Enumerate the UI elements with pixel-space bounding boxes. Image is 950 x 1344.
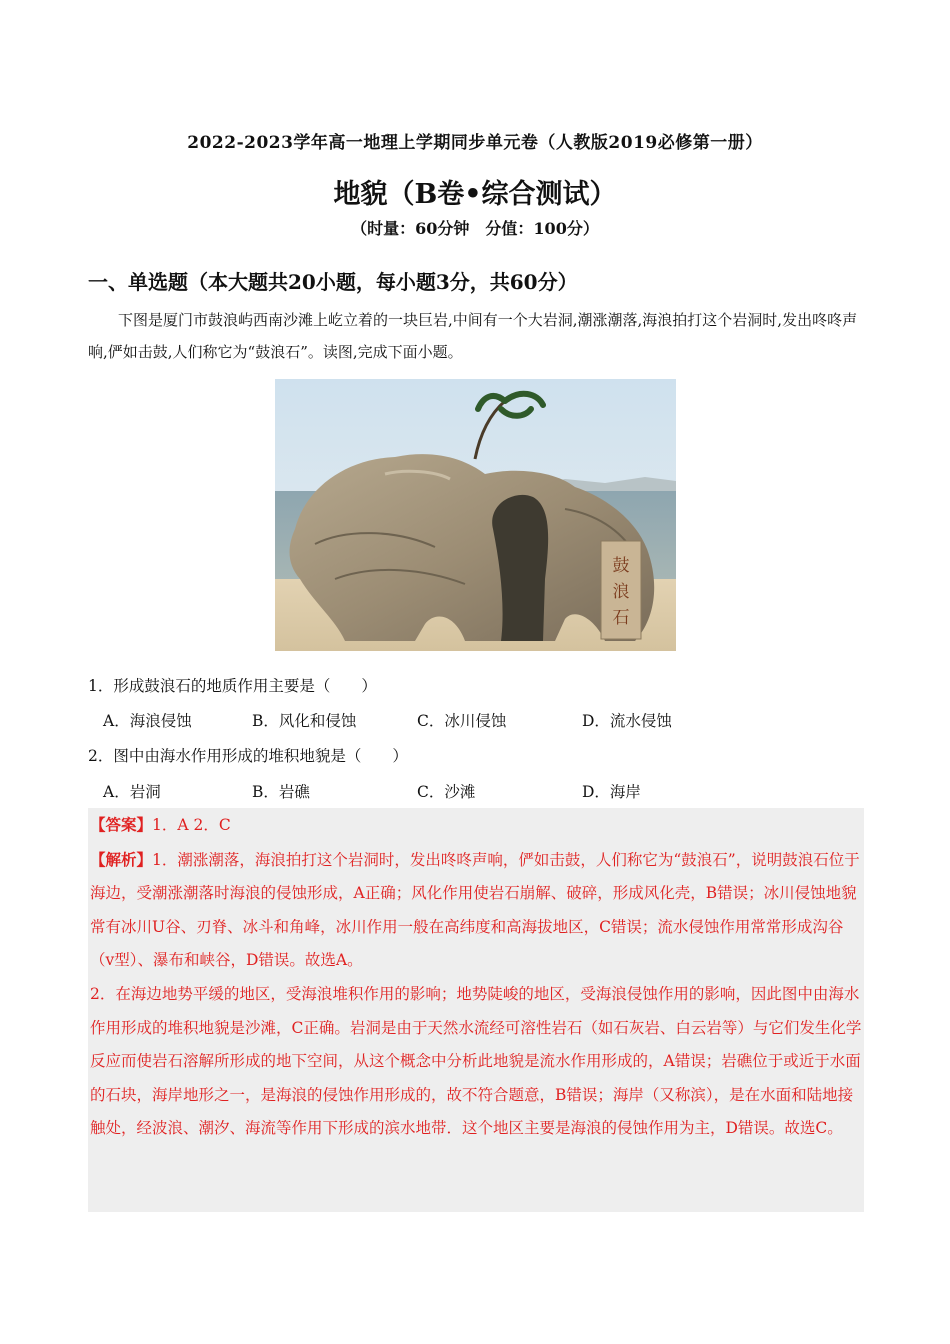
analysis-label: 【解析】 [90, 849, 153, 869]
analysis-part-2: 2．在海边地势平缓的地区，受海浪堆积作用的影响；地势陡峻的地区，受海浪侵蚀作用的影响，因此图中由海水作用形成的堆积地貌是沙滩，C正确。岩洞是由于天然水流经可溶性岩石（如石灰岩、白云岩等）与它们发生化学反应而使岩石溶解所形成的地下空间，从这个概念中分析此地貌是流水作用形成的，A错误；岩礁位于或近于水面的石块，海岸地形之一，是海浪的侵蚀作用形成的，故不符合题意，B错误；海岸（又称滨），是在水面和陆地接触处，经波浪、潮汐、海流等作用下形成的滨水地带．这个地区主要是海浪的侵蚀作用为主，D错误。故选C。 [90, 984, 862, 1138]
question-intro: 下图是厦门市鼓浪屿西南沙滩上屹立着的一块巨岩,中间有一个大岩洞,潮涨潮落,海浪拍打这个岩洞时,发出咚咚声响,俨如击鼓,人们称它为“鼓浪石”。读图,完成下面小题。 [88, 311, 858, 361]
answer-analysis-box [88, 808, 864, 1212]
stone-char-2: 浪 [612, 582, 630, 602]
stone-char-1: 鼓 [612, 556, 630, 576]
question-1-stem: 1．形成鼓浪石的地质作用主要是（ ） [88, 677, 377, 695]
q2-option-a[interactable]: A．岩洞 [103, 783, 161, 801]
q1-option-c[interactable]: C．冰川侵蚀 [417, 712, 507, 730]
section-title: 一、单选题（本大题共20小题，每小题3分，共60分） [88, 270, 578, 294]
stone-tablet [601, 541, 641, 639]
answer-line [88, 808, 864, 843]
q1-option-d[interactable]: D．流水侵蚀 [582, 712, 672, 730]
q1-option-a[interactable]: A．海浪侵蚀 [103, 712, 192, 730]
duration-score: （时量：60分钟 分值：100分） [351, 219, 599, 238]
q2-option-d[interactable]: D．海岸 [582, 783, 641, 801]
q2-option-b[interactable]: B．岩礁 [252, 783, 310, 801]
answer-label: 【答案】 [90, 815, 153, 834]
gulangshi-photo [275, 379, 676, 651]
exam-title: 2022-2023学年高一地理上学期同步单元卷（人教版2019必修第一册） [187, 133, 763, 153]
analysis-part-1 [88, 843, 864, 978]
question-2-stem: 2．图中由海水作用形成的堆积地貌是（ ） [88, 747, 408, 765]
stone-char-3: 石 [612, 608, 630, 628]
q2-option-c[interactable]: C．沙滩 [417, 783, 476, 801]
analysis-part-1-text: 1．潮涨潮落，海浪拍打这个岩洞时，发出咚咚声响，俨如击鼓，人们称它为“鼓浪石”，说明鼓浪石位于海边，受潮涨潮落时海浪的侵蚀形成，A正确；风化作用使岩石崩解、破碎，形成风化壳，B错误；冰川侵蚀地貌常有冰川U谷、刃脊、冰斗和角峰，冰川作用一般在高纬度和高海拔地区，C错误；流水侵蚀作用常常形成沟谷（v型）、瀑布和峡谷，D错误。故选A。 [90, 850, 860, 970]
paper-title: 地貌（B卷•综合测试） [333, 179, 617, 210]
answer-text: 1．A 2．C [152, 816, 231, 834]
q1-option-b[interactable]: B．风化和侵蚀 [252, 712, 357, 730]
